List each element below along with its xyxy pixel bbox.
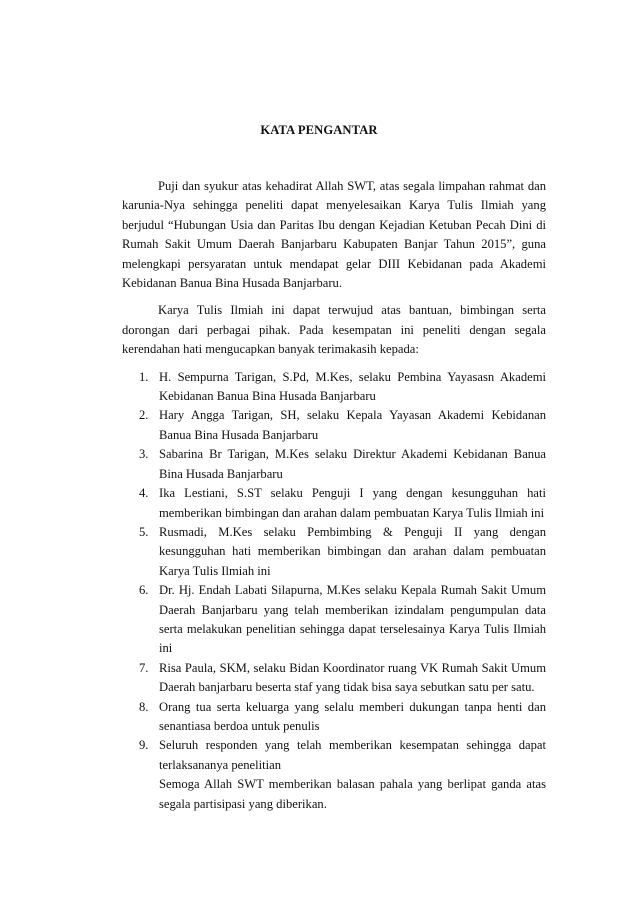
list-item-number: 2. bbox=[139, 408, 149, 423]
list-item-text: Dr. Hj. Endah Labati Silapurna, M.Kes selaku Kepala Rumah Sakit Umum Daerah Banjarbaru yang telah memberikan izindalam pengumpulan data serta melakukan penelitian sehingga dapat terselesainya Karya Tulis Ilmiah ini bbox=[159, 583, 546, 656]
list-item-text: Seluruh responden yang telah memberikan kesempatan sehingga dapat terlaksananya penelitian bbox=[159, 738, 546, 772]
list-item-text: H. Sempurna Tarigan, S.Pd, M.Kes, selaku Pembina Yayasasn Akademi Kebidanan Banua Bina Husada Banjarbaru bbox=[159, 369, 546, 404]
document-body bbox=[122, 177, 546, 814]
list-item-number: 6. bbox=[139, 583, 149, 598]
acknowledgement-list bbox=[122, 368, 546, 776]
list-item-text: Orang tua serta keluarga yang selalu memberi dukungan tanpa henti dan senantiasa berdoa untuk penulis bbox=[159, 699, 546, 733]
list-item-text: Hary Angga Tarigan, SH, selaku Kepala Yayasan Akademi Kebidanan Banua Bina Husada Banjarbaru bbox=[159, 408, 546, 442]
list-item bbox=[122, 581, 546, 659]
list-item bbox=[122, 484, 546, 523]
thanks-paragraph: Karya Tulis Ilmiah ini dapat terwujud atas bantuan, bimbingan serta dorongan dari perbagai pihak. Pada kesempatan ini peneliti dengan segala kerendahan hati mengucapkan banyak terimakasih kepada: bbox=[122, 303, 546, 357]
list-item-text: Risa Paula, SKM, selaku Bidan Koordinator ruang VK Rumah Sakit Umum Daerah banjarbaru beserta staf yang tidak bisa saya sebutkan satu per satu. bbox=[159, 660, 546, 695]
closing-paragraph: Semoga Allah SWT memberikan balasan pahala yang berlipat ganda atas segala partisipasi yang diberikan. bbox=[159, 777, 546, 811]
list-item bbox=[122, 736, 546, 775]
list-item-text: Ika Lestiani, S.ST selaku Penguji I yang dengan kesungguhan hati memberikan bimbingan dan arahan dalam pembuatan Karya Tulis Ilmiah ini bbox=[159, 486, 546, 520]
list-item-number: 8. bbox=[139, 699, 149, 714]
list-item bbox=[122, 445, 546, 484]
intro-paragraph: Puji dan syukur atas kehadirat Allah SWT, atas segala limpahan rahmat dan karunia-Nya sehingga peneliti dapat menyelesaikan Karya Tulis Ilmiah yang berjudul “Hubungan Usia dan Paritas Ibu dengan Kejadian Ketuban Pecah Dini di Rumah Sakit Umum Daerah Banjarbaru Kabupaten Banjar Tahun 2015”, guna melengkapi persyaratan untuk mendapat gelar DIII Kebidanan pada Akademi Kebidanan Banua Bina Husada Banjarbaru. bbox=[122, 179, 546, 291]
list-item-number: 7. bbox=[139, 660, 149, 675]
page-title: KATA PENGANTAR bbox=[260, 123, 378, 137]
list-item bbox=[122, 698, 546, 737]
list-item bbox=[122, 368, 546, 407]
list-item bbox=[122, 659, 546, 698]
list-item-number: 3. bbox=[139, 447, 149, 462]
list-item-number: 9. bbox=[139, 738, 149, 753]
list-item bbox=[122, 406, 546, 445]
list-item-number: 4. bbox=[139, 486, 149, 501]
list-item bbox=[122, 523, 546, 581]
list-item-text: Sabarina Br Tarigan, M.Kes selaku Direktur Akademi Kebidanan Banua Bina Husada Banjarbaru bbox=[159, 447, 546, 481]
list-item-number: 5. bbox=[139, 524, 149, 539]
list-item-number: 1. bbox=[139, 369, 149, 384]
list-item-text: Rusmadi, M.Kes selaku Pembimbing & Penguji II yang dengan kesungguhan hati memberikan bimbingan dan arahan dalam pembuatan Karya Tulis Ilmiah ini bbox=[159, 524, 546, 578]
